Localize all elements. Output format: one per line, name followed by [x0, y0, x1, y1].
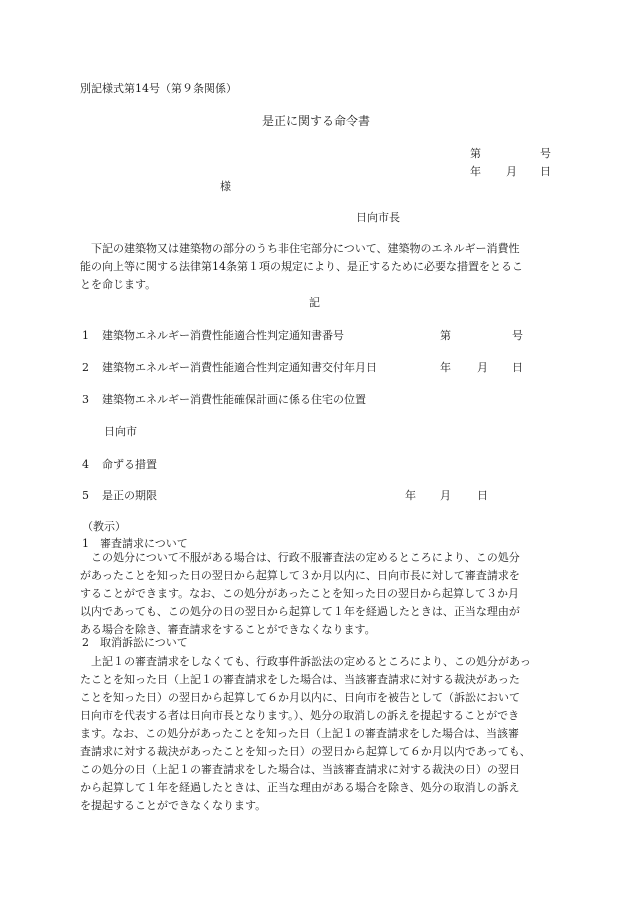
notice-2-line: を提起することができなくなります。	[80, 799, 267, 812]
item-field: 日	[512, 361, 523, 374]
item-value: 日向市	[104, 425, 137, 438]
notice-heading: （教示）	[82, 520, 126, 533]
item-number: 5	[82, 489, 89, 502]
date-field-month: 月	[506, 165, 517, 178]
intro-paragraph	[80, 240, 552, 294]
item-field: 日	[477, 489, 488, 502]
issuer: 日向市長	[356, 211, 400, 224]
notice-2-paragraph	[80, 653, 552, 815]
intro-line: とを命じます。	[80, 278, 157, 291]
notice-1-heading: 1 審査請求について	[82, 537, 188, 550]
notice-1-paragraph	[80, 549, 552, 639]
item-field: 年	[405, 489, 416, 502]
notice-2-line: 日向市を代表する者は日向市長となります。）、処分の取消しの訴えを提起することができ	[80, 709, 520, 722]
number-field-prefix: 第	[470, 147, 481, 160]
notice-2-heading: 2 取消訴訟について	[82, 636, 188, 649]
notice-1-line: 以内であっても、この処分の日の翌日から起算して１年を経過したときは、正当な理由が	[80, 605, 520, 618]
document-title: 是正に関する命令書	[262, 114, 371, 128]
item-number: 4	[82, 458, 89, 471]
item-label: 是正の期限	[102, 489, 157, 502]
item-label: 建築物エネルギー消費性能確保計画に係る住宅の位置	[102, 393, 366, 406]
item-field: 月	[477, 361, 488, 374]
notice-1-line: この処分について不服がある場合は、行政不服審査法の定めるところにより、この処分	[91, 551, 520, 564]
item-field: 第	[440, 329, 451, 342]
item-field: 年	[440, 361, 451, 374]
item-field: 月	[440, 489, 451, 502]
item-number: 2	[82, 361, 89, 374]
notice-2-line: から起算して１年を経過したときは、正当な理由がある場合を除き、処分の取消しの訴え	[80, 781, 520, 794]
item-number: 1	[82, 329, 89, 342]
notice-2-line: ことを知った日）の翌日から起算して６か月以内に、日向市を被告として（訴訟において	[80, 691, 520, 704]
item-label: 建築物エネルギー消費性能適合性判定通知書交付年月日	[102, 361, 377, 374]
notice-1-line: があったことを知った日の翌日から起算して３か月以内に、日向市長に対して審査請求を	[80, 569, 520, 582]
item-label: 命ずる措置	[102, 458, 157, 471]
date-field-day: 日	[540, 165, 551, 178]
notice-2-line: ます。なお、この処分があったことを知った日（上記１の審査請求をした場合は、当該審	[80, 727, 520, 740]
notice-1-line: することができます。なお、この処分があったことを知った日の翌日から起算して３か月	[80, 587, 520, 600]
item-label: 建築物エネルギー消費性能適合性判定通知書番号	[102, 329, 344, 342]
item-field: 号	[512, 329, 523, 342]
notice-2-line: たことを知った日（上記１の審査請求をした場合は、当該審査請求に対する裁決があった	[80, 673, 520, 686]
intro-line: 能の向上等に関する法律第14条第１項の規定により、是正するために必要な措置をとるこ	[80, 260, 523, 273]
notice-2-line: 上記１の審査請求をしなくても、行政事件訴訟法の定めるところにより、この処分があっ	[91, 655, 531, 668]
date-field-year: 年	[470, 165, 481, 178]
number-field-suffix: 号	[540, 147, 551, 160]
notice-2-line: 査請求に対する裁決があったことを知った日）の翌日から起算して６か月以内であっても、	[80, 745, 531, 758]
notice-1-line: ある場合を除き、審査請求をすることができなくなります。	[80, 623, 376, 636]
item-number: 3	[82, 393, 89, 406]
ki-label: 記	[309, 296, 320, 309]
notice-2-line: この処分の日（上記１の審査請求をした場合は、当該審査請求に対する裁決の日）の翌日	[80, 763, 520, 776]
intro-line: 下記の建築物又は建築物の部分のうち非住宅部分について、建築物のエネルギー消費性	[91, 242, 520, 255]
form-label: 別記様式第14号（第９条関係）	[80, 82, 237, 95]
addressee-suffix: 様	[220, 180, 231, 193]
